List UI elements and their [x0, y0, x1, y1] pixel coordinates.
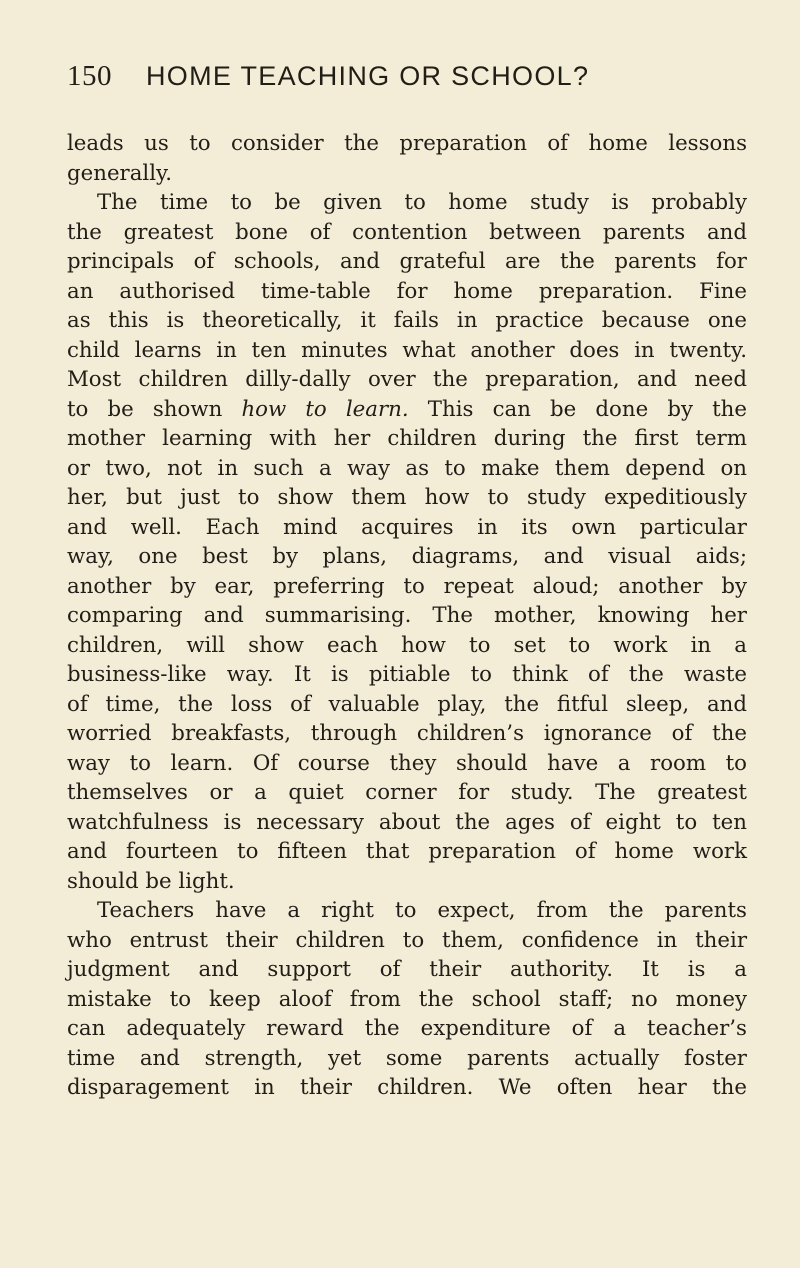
text-line: business-like way. It is pitiable to think of the waste: [67, 662, 747, 687]
page-number: 150: [67, 60, 112, 92]
text-line: way, one best by plans, diagrams, and visual aids;: [67, 544, 747, 569]
text-line: generally.: [67, 160, 173, 186]
running-title: HOME TEACHING OR SCHOOL?: [146, 61, 590, 91]
text-line: leads us to consider the preparation of home lessons: [67, 131, 747, 156]
text-line: should be light.: [67, 868, 235, 894]
text-line: disparagement in their children. We often hear the: [67, 1075, 747, 1100]
text-line: and well. Each mind acquires in its own particular: [67, 514, 747, 540]
text-line: and fourteen to fifteen that preparation of home work: [67, 839, 747, 864]
text-line: or two, not in such a way as to make them depend on: [67, 455, 747, 481]
text-line: themselves or a quiet corner for study. The greatest: [67, 780, 747, 805]
running-head: [67, 60, 743, 100]
text-line: time and strength, yet some parents actually foster: [67, 1045, 747, 1071]
text-line: watchfulness is necessary about the ages of eight to ten: [67, 809, 747, 835]
text-line: Teachers have a right to expect, from the parents: [97, 898, 747, 923]
text-line: an authorised time-table for home preparation. Fine: [67, 278, 747, 304]
text-line-with-italic: [67, 395, 747, 425]
text-line: The time to be given to home study is probably: [97, 190, 747, 215]
text-line: mother learning with her children during the first term: [67, 426, 747, 451]
text-line: can adequately reward the expenditure of a teacher’s: [67, 1016, 747, 1041]
text-line: comparing and summarising. The mother, knowing her: [67, 603, 747, 628]
text-line: who entrust their children to them, confidence in their: [67, 927, 747, 953]
body-text: [67, 129, 747, 1103]
text-run: to be shown: [67, 396, 242, 422]
text-line: of time, the loss of valuable play, the fitful sleep, and: [67, 691, 747, 717]
text-line: Most children dilly-dally over the preparation, and need: [67, 367, 747, 392]
italic-phrase: how to learn.: [241, 396, 409, 422]
text-line: her, but just to show them how to study expeditiously: [67, 485, 747, 510]
text-line: mistake to keep aloof from the school staff; no money: [67, 986, 747, 1012]
text-line: child learns in ten minutes what another does in twenty.: [67, 337, 747, 363]
text-run: This can be done by the: [408, 396, 747, 422]
text-line: the greatest bone of contention between parents and: [67, 219, 747, 245]
text-line: judgment and support of their authority. It is a: [67, 957, 747, 982]
text-line: as this is theoretically, it fails in practice because one: [67, 308, 747, 333]
text-line: principals of schools, and grateful are the parents for: [67, 249, 747, 274]
text-line: children, will show each how to set to work in a: [67, 632, 747, 658]
text-line: way to learn. Of course they should have a room to: [67, 750, 747, 776]
text-line: another by ear, preferring to repeat aloud; another by: [67, 573, 747, 599]
text-line: worried breakfasts, through children’s ignorance of the: [67, 721, 747, 746]
